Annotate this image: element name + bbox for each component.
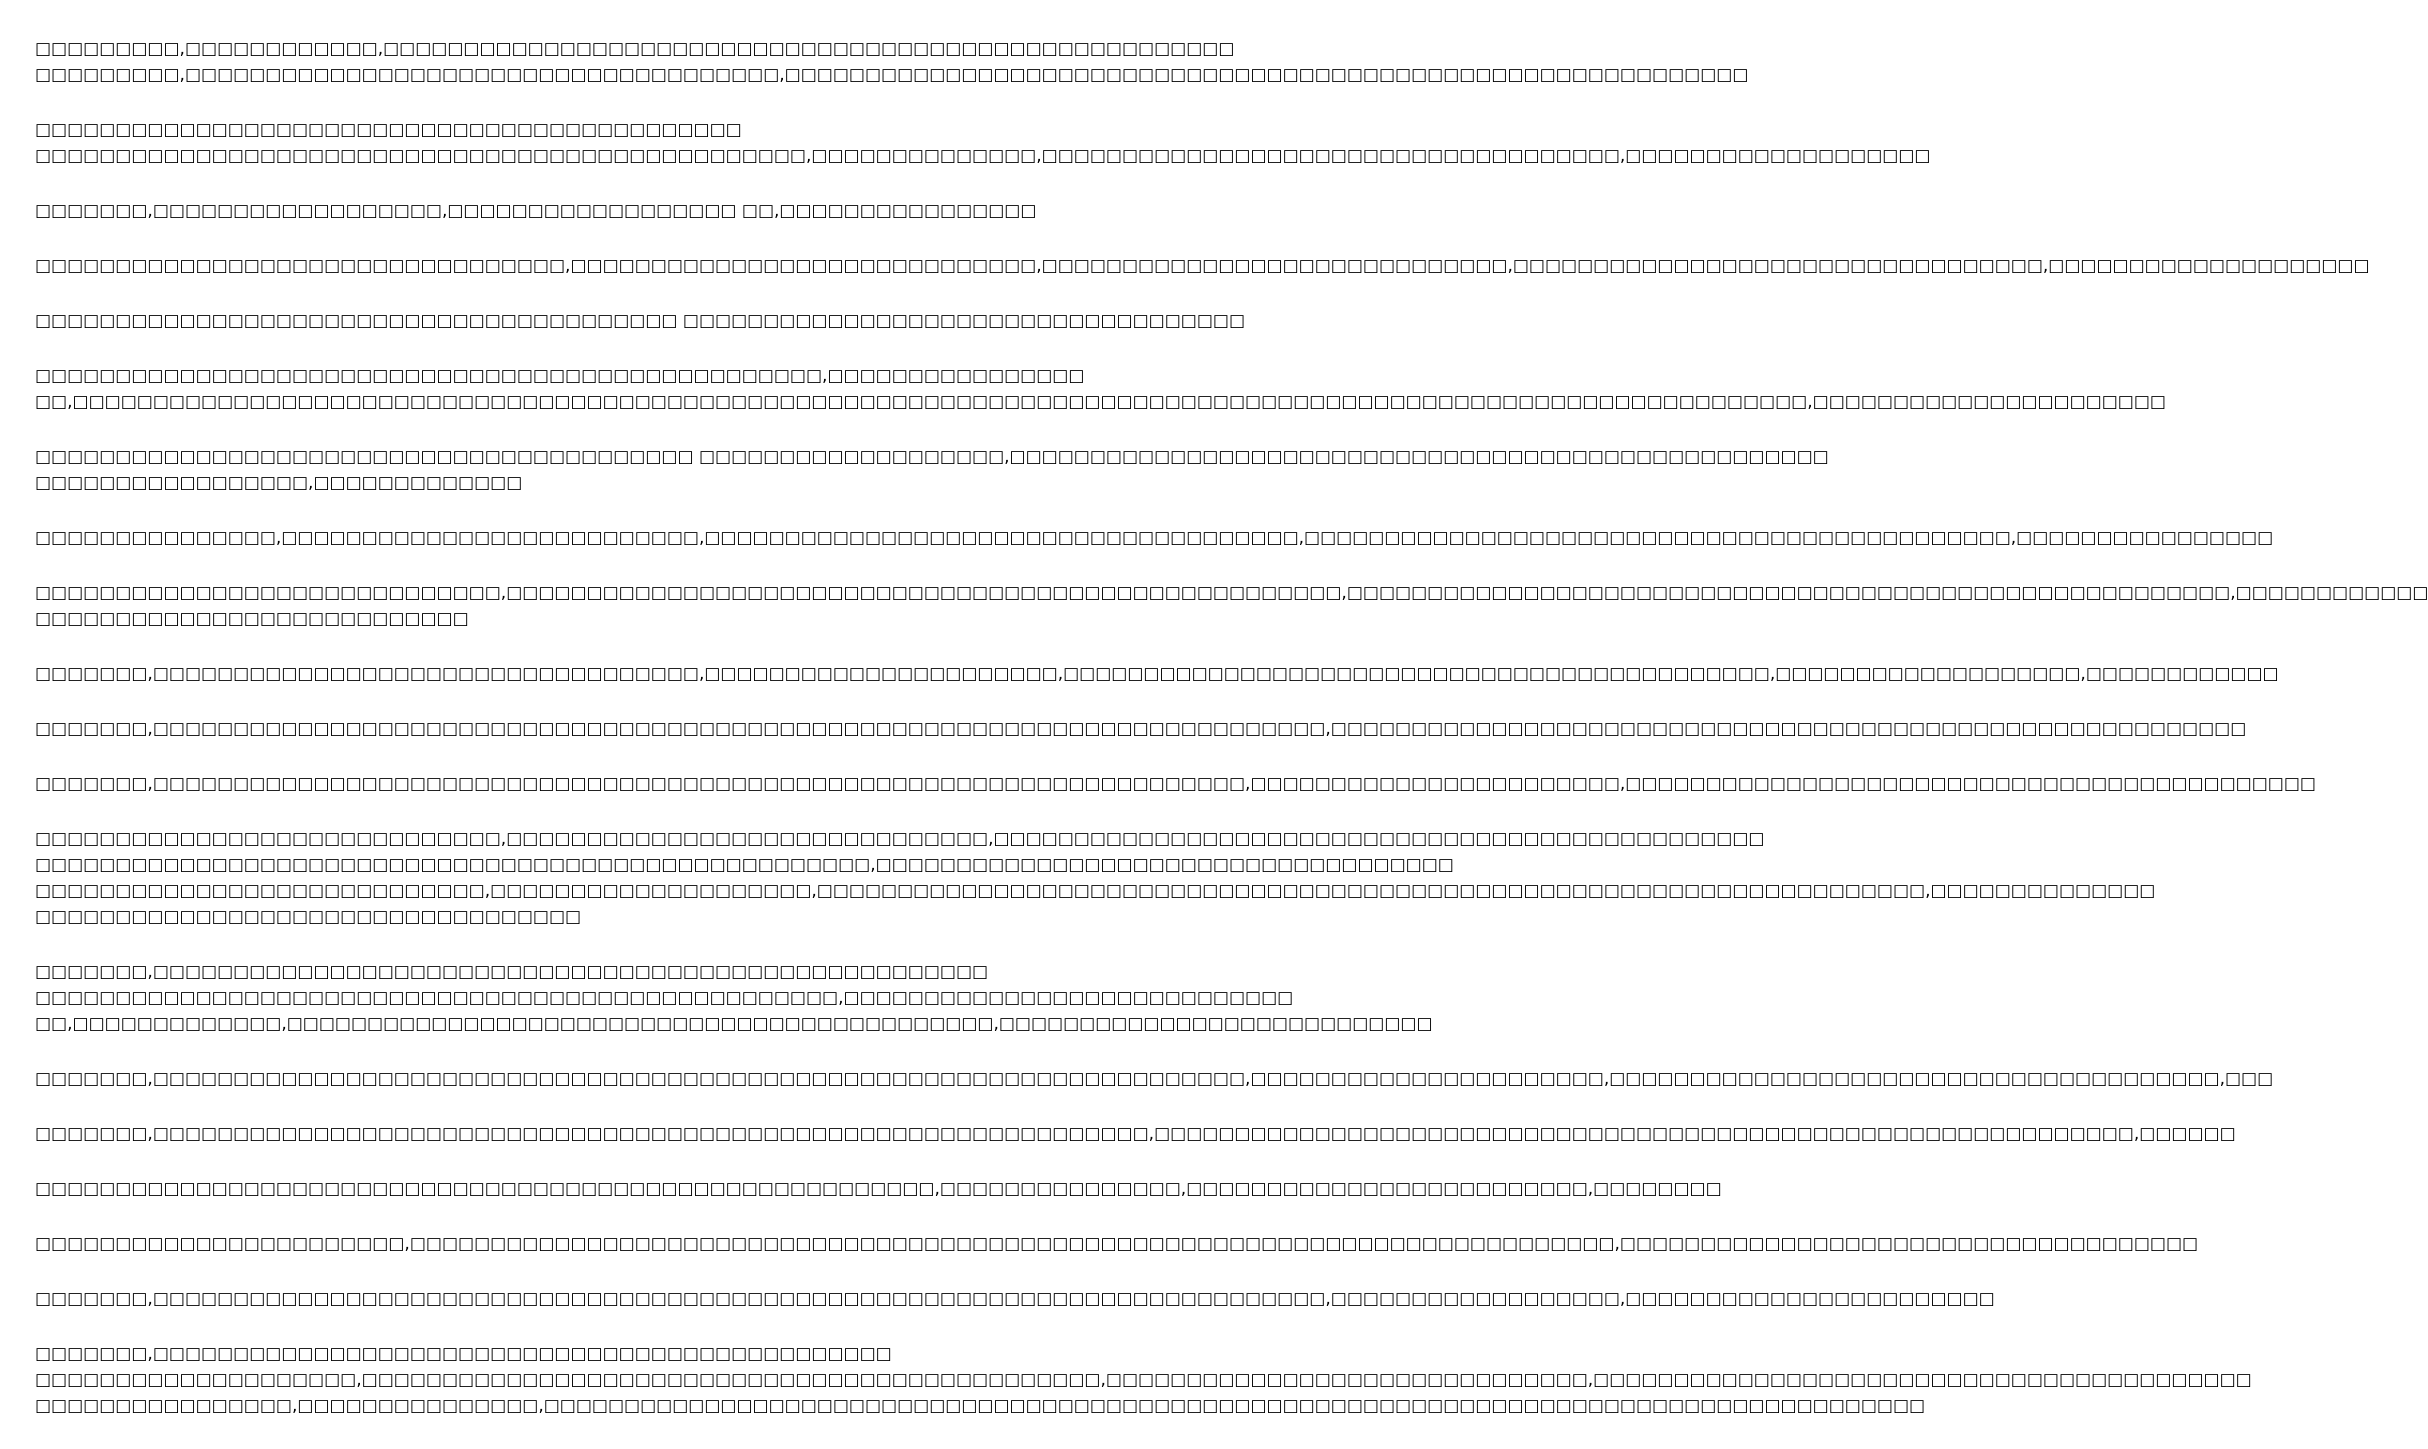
text-line: □□□□□□□□□,□□□□□□□□□□□□□□□□□□□□□□□□□□□□□□□□□□□□□,□□□□□□□□□□□□□□□□□□□□□□□□□□□□□□□□□□□□□□□□□□□□□□□□□□□□□□□□□□□□: [35, 65, 1749, 85]
text-line: □□□□□□□□□□□□□□□□□□□□□□□□□□□□□,□□□□□□□□□□□□□□□□□□□□□□□□□□□□□□,□□□□□□□□□□□□□□□□□□□□□□□□□□□□□□□□□□□□□□□□□□□□□□□□: [35, 829, 1765, 849]
text-line: □□□□□□□□□□□□□□□□□□□□□□□□□□□□□□□□□□□□□□□□□ □□□□□□□□□□□□□□□□□□□,□□□□□□□□□□□□□□□□□□□□□□□□□□□□□□□□□□□□□□□□□□□□□□□□□□□: [35, 447, 1829, 467]
paragraph: [35, 36, 1749, 88]
paragraph: [35, 661, 2279, 687]
text-line: □□□□□□□□□□□□□□□□□□□□,□□□□□□□□□□□□□□□□□□□□□□□□□□□□□□□□□□□□□□□□□□□□□□,□□□□□□□□□□□□□□□□□□□□□□□□□□□□□□,□□□□□□□□□□□□□□□□□□□□□□□□□□□□□□□□□□□□□□□□□: [35, 1370, 2252, 1390]
text-line: □□□□□□□□□□□□□□□□□,□□□□□□□□□□□□□: [35, 473, 523, 493]
text-line: □□□□□□□,□□□□□□□□□□□□□□□□□□□□□□□□□□□□□□□□□□□□□□□□□□□□□□: [35, 1344, 892, 1364]
paragraph: [35, 253, 2370, 279]
text-line: □□□□□□□□□□□□□□□□□□□□□□□,□□□□□□□□□□□□□□□□□□□□□□□□□□□□□□□□□□□□□□□□□□□□□□□□□□□□□□□□□□□□□□□□□□□□□□□□□□□,□□□□□□□□□□□□□□□□□□□□□□□□□□□□□□□□□□□□: [35, 1234, 2199, 1254]
paragraph: [35, 525, 2274, 551]
paragraph: [35, 198, 1037, 224]
paragraph: [35, 771, 2316, 797]
paragraph: [35, 1176, 1722, 1202]
text-line: □□□□□□□□□□□□□□□,□□□□□□□□□□□□□□□□□□□□□□□□□□,□□□□□□□□□□□□□□□□□□□□□□□□□□□□□□□□□□□□□,□□□□□□□□□□□□□□□□□□□□□□□□□□□□□□□□□□□□□□□□□□□□,□□□□□□□□□□□□□□□□: [35, 528, 2274, 548]
paragraph: [35, 959, 1433, 1037]
text-line: □□□□□□□,□□□□□□□□□□□□□□□□□□□□□□□□□□□□□□□□□□□□□□□□□□□□□□□□□□□□□□□□□□□□□□,□□□□□□□□□□□□□□□□□□□□□□□□□□□□□□□□□□□□□□□□□□□□□□□□□□□□□□□□□□□□□,□□□□□□: [35, 1124, 2236, 1144]
text-line: □□□□□□□□□□□□□□□□□□□□□□□□□□□□□□□□□□□□□□□□□□□□□□□□,□□□□□□□□□□□□□□,□□□□□□□□□□□□□□□□□□□□□□□□□□□□□□□□□□□□,□□□□□□□□□□□□□□□□□□□: [35, 146, 1931, 166]
paragraph: [35, 117, 1931, 169]
text-line: □□□□□□□,□□□□□□□□□□□□□□□□□□□□□□□□□□□□□□□□□□□□□□□□□□□□□□□□□□□□□□□□□□□□□□□□□□□□,□□□□□□□□□□□□□□□□□□□□□□,□□□□□□□□□□□□□□□□□□□□□□□□□□□□□□□□□□□□□□,□□□: [35, 1069, 2274, 1089]
paragraph: [35, 1341, 2252, 1419]
text-line: □□□□□□□,□□□□□□□□□□□□□□□□□□□□□□□□□□□□□□□□□□□□□□□□□□□□□□□□□□□□: [35, 962, 989, 982]
text-line: □□□□□□□□□□□□□□□□□□□□□□□□□□□□□,□□□□□□□□□□□□□□□□□□□□□□□□□□□□□□□□□□□□□□□□□□□□□□□□□□□□,□□□□□□□□□□□□□□□□□□□□□□□□□□□□□□□□□□□□□□□□□□□□□□□□□□□□□□□,□□□□□□□□□□□□: [35, 583, 2428, 603]
text-line: □□□□□□□□□□□□□□□□,□□□□□□□□□□□□□□□,□□□□□□□□□□□□□□□□□□□□□□□□□□□□□□□□□□□□□□□□□□□□□□□□□□□□□□□□□□□□□□□□□□□□□□□□□□□□□□□□□□□□□□: [35, 1396, 1926, 1416]
text-line: □□□□□□□,□□□□□□□□□□□□□□□□□□□□□□□□□□□□□□□□□□□□□□□□□□□□□□□□□□□□□□□□□□□□□□□□□□□□,□□□□□□□□□□□□□□□□□□□□□□□,□□□□□□□□□□□□□□□□□□□□□□□□□□□□□□□□□□□□□□□□□□□: [35, 774, 2316, 794]
paragraph: [35, 826, 2156, 930]
text-line: □□□□□□□□□□□□□□□□□□□□□□□□□□□: [35, 609, 469, 629]
paragraph: [35, 444, 1829, 496]
text-line: □□□□□□□,□□□□□□□□□□□□□□□□□□□□□□□□□□□□□□□□□□□□□□□□□□□□□□□□□□□□□□□□□□□□□□□□□□□□□□□□□,□□□□□□□□□□□□□□□□□□,□□□□□□□□□□□□□□□□□□□□□□□: [35, 1289, 1995, 1309]
text-line: □□□□□□□□□□□□□□□□□□□□□□□□□□□□□□□□□□□□□□□□□□□□□□□□□□□□,□□□□□□□□□□□□□□□□□□□□□□□□□□□□□□□□□□□□: [35, 855, 1454, 875]
text-line: □□□□□□□□□□□□□□□□□□□□□□□□□□□□□□□□□□□□□□□□□□□□□□□□□,□□□□□□□□□□□□□□□□: [35, 366, 1085, 386]
text-line: □□□□□□□□□□□□□□□□□□□□□□□□□□□□□□□□□,□□□□□□□□□□□□□□□□□□□□□□□□□□□□□,□□□□□□□□□□□□□□□□□□□□□□□□□□□□□,□□□□□□□□□□□□□□□□□□□□□□□□□□□□□□□□□,□□□□□□□□□□□□□□□□□□□□: [35, 256, 2370, 276]
text-line: □□□□□□□,□□□□□□□□□□□□□□□□□□,□□□□□□□□□□□□□□□□□□ □□,□□□□□□□□□□□□□□□□: [35, 201, 1037, 221]
paragraph: [35, 1286, 1995, 1312]
text-line: □□,□□□□□□□□□□□□□□□□□□□□□□□□□□□□□□□□□□□□□□□□□□□□□□□□□□□□□□□□□□□□□□□□□□□□□□□□□□□□□□□□□□□□□□□□□□□□□□□□□□□□□□□□□□□□,□□□□□□□□□□□□□□□□□□□□□□: [35, 392, 2166, 412]
text-line: □□□□□□□□□□□□□□□□□□□□□□□□□□□□□□□□□□□□□□□□ □□□□□□□□□□□□□□□□□□□□□□□□□□□□□□□□□□□: [35, 311, 1246, 331]
text-line: □□□□□□□,□□□□□□□□□□□□□□□□□□□□□□□□□□□□□□□□□□,□□□□□□□□□□□□□□□□□□□□□□,□□□□□□□□□□□□□□□□□□□□□□□□□□□□□□□□□□□□□□□□□□□□,□□□□□□□□□□□□□□□□□□□,□□□□□□□□□□□□: [35, 664, 2279, 684]
text-line: □□□□□□□□□□□□□□□□□□□□□□□□□□□□□□□□□□□□□□□□□□□□: [35, 120, 742, 140]
paragraph: [35, 580, 2428, 632]
paragraph: [35, 308, 1246, 334]
paragraph: [35, 1231, 2199, 1257]
paragraph: [35, 1066, 2274, 1092]
document-body: [35, 36, 2428, 1448]
text-line: □□□□□□□□□,□□□□□□□□□□□□,□□□□□□□□□□□□□□□□□□□□□□□□□□□□□□□□□□□□□□□□□□□□□□□□□□□□□: [35, 39, 1235, 59]
text-line: □□,□□□□□□□□□□□□□,□□□□□□□□□□□□□□□□□□□□□□□□□□□□□□□□□□□□□□□□□□□□,□□□□□□□□□□□□□□□□□□□□□□□□□□□: [35, 1014, 1433, 1034]
text-line: □□□□□□□□□□□□□□□□□□□□□□□□□□□□,□□□□□□□□□□□□□□□□□□□□,□□□□□□□□□□□□□□□□□□□□□□□□□□□□□□□□□□□□□□□□□□□□□□□□□□□□□□□□□□□□□□□□□□□□□,□□□□□□□□□□□□□□: [35, 881, 2156, 901]
text-line: □□□□□□□□□□□□□□□□□□□□□□□□□□□□□□□□□□: [35, 907, 582, 927]
paragraph: [35, 716, 2247, 742]
text-line: □□□□□□□,□□□□□□□□□□□□□□□□□□□□□□□□□□□□□□□□□□□□□□□□□□□□□□□□□□□□□□□□□□□□□□□□□□□□□□□□□,□□□□□□□□□□□□□□□□□□□□□□□□□□□□□□□□□□□□□□□□□□□□□□□□□□□□□□□□□: [35, 719, 2247, 739]
text-line: □□□□□□□□□□□□□□□□□□□□□□□□□□□□□□□□□□□□□□□□□□□□□□□□□□,□□□□□□□□□□□□□□□□□□□□□□□□□□□□: [35, 988, 1294, 1008]
paragraph: [35, 363, 2166, 415]
text-line: □□□□□□□□□□□□□□□□□□□□□□□□□□□□□□□□□□□□□□□□□□□□□□□□□□□□□□□□,□□□□□□□□□□□□□□□,□□□□□□□□□□□□□□□□□□□□□□□□□,□□□□□□□□: [35, 1179, 1722, 1199]
paragraph: [35, 1121, 2236, 1147]
